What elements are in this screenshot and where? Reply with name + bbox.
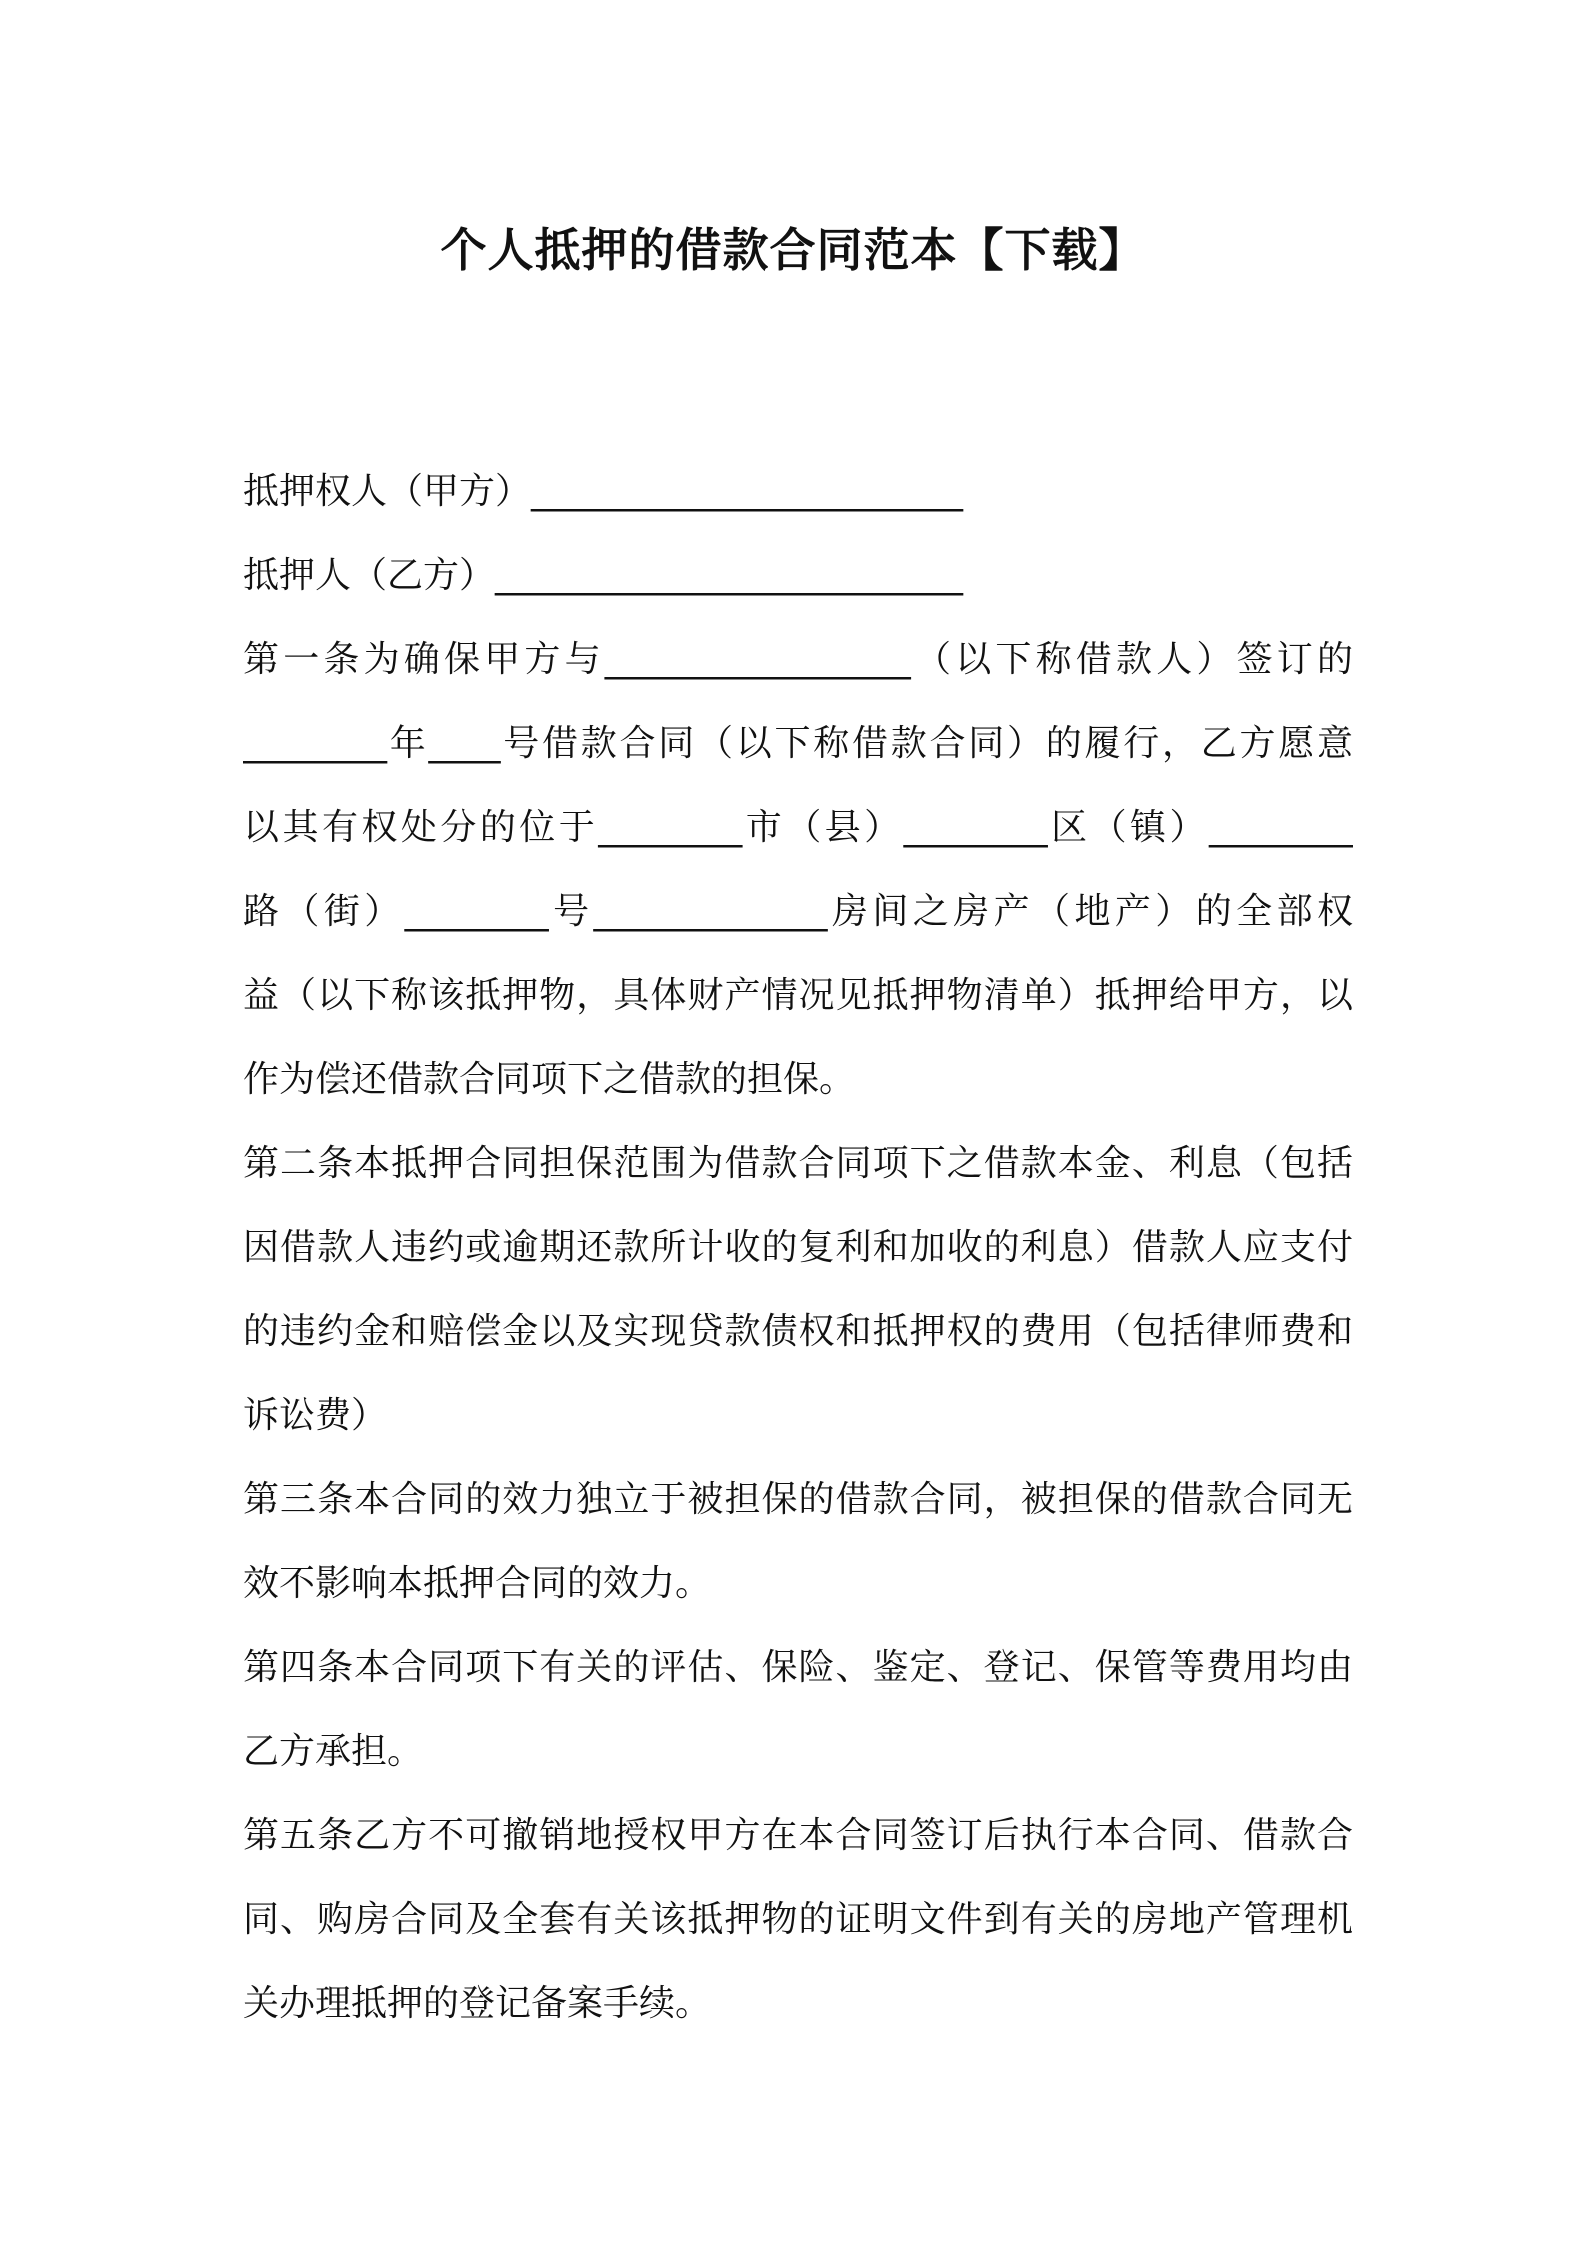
article-1-line-4: 路（街）________号_____________房间之房产（地产）的全部权: [243, 891, 1353, 932]
article-2-line-4: 诉讼费）: [243, 1395, 388, 1436]
article-2-line-2: 因借款人违约或逾期还款所计收的复利和加收的利息）借款人应支付: [243, 1227, 1353, 1268]
article-4-line-1: 第四条本合同项下有关的评估、保险、鉴定、登记、保管等费用均由: [243, 1647, 1353, 1688]
article-1-line-3: 以其有权处分的位于________市（县）________区（镇）________: [243, 807, 1353, 848]
article-1-line-5: 益（以下称该抵押物，具体财产情况见抵押物清单）抵押给甲方，以: [243, 975, 1353, 1016]
article-1-line-1: 第一条为确保甲方与_________________（以下称借款人）签订的: [243, 639, 1353, 680]
mortgagor-line: 抵押人（乙方）__________________________: [243, 555, 964, 596]
article-1-line-2: ________年____号借款合同（以下称借款合同）的履行，乙方愿意: [243, 723, 1353, 764]
article-1-line-6: 作为偿还借款合同项下之借款的担保。: [243, 1059, 856, 1100]
mortgagee-line: 抵押权人（甲方）________________________: [243, 471, 964, 512]
article-5-line-3: 关办理抵押的登记备案手续。: [243, 1983, 712, 2024]
document-body: [243, 450, 1353, 2046]
article-3-line-2: 效不影响本抵押合同的效力。: [243, 1563, 712, 1604]
document-title: 个人抵押的借款合同范本【下载】: [440, 223, 1146, 277]
article-2-line-1: 第二条本抵押合同担保范围为借款合同项下之借款本金、利息（包括: [243, 1143, 1353, 1184]
article-3-line-1: 第三条本合同的效力独立于被担保的借款合同，被担保的借款合同无: [243, 1479, 1353, 1520]
article-2-line-3: 的违约金和赔偿金以及实现贷款债权和抵押权的费用（包括律师费和: [243, 1311, 1353, 1352]
article-5-line-2: 同、购房合同及全套有关该抵押物的证明文件到有关的房地产管理机: [243, 1899, 1353, 1940]
article-4-line-2: 乙方承担。: [243, 1731, 424, 1772]
article-5-line-1: 第五条乙方不可撤销地授权甲方在本合同签订后执行本合同、借款合: [243, 1815, 1353, 1856]
